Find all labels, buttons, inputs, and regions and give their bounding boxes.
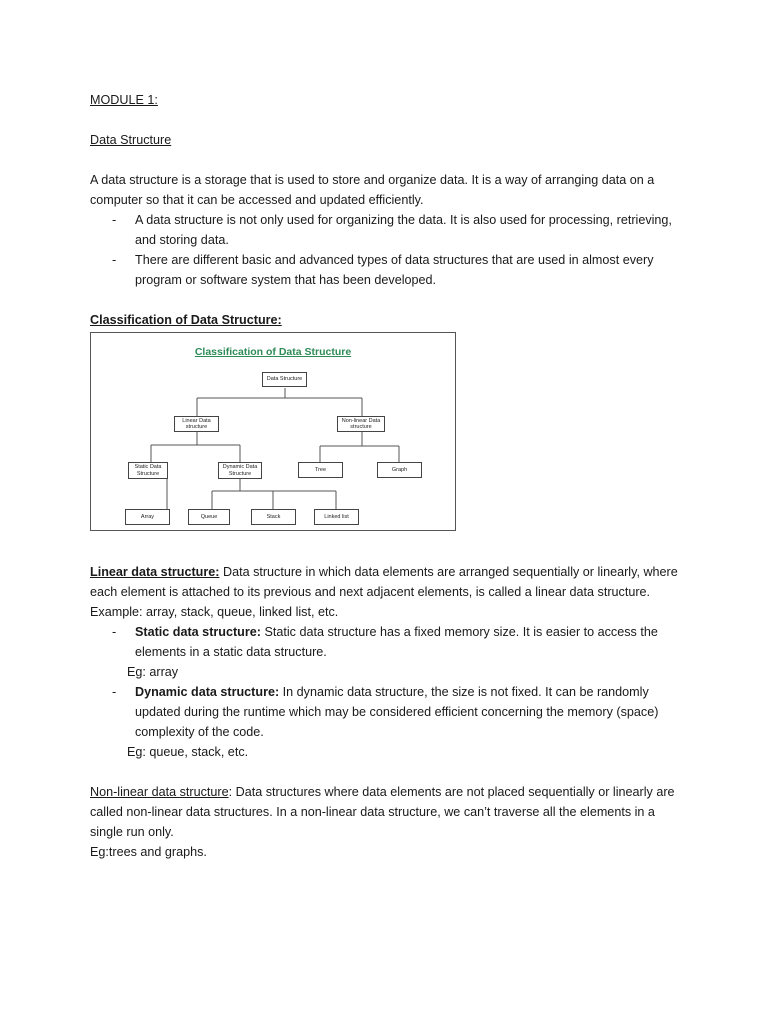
dynamic-term: Dynamic data structure: [135, 685, 280, 699]
nonlinear-text: : Data structures where data elements are not placed sequentially or linearly are called non-linear data structures. In a non-linear data structure, we can’t traverse all the elements in a single run only. [90, 785, 675, 839]
node-static: Static Data Structure [128, 462, 168, 479]
bullet-dash: - [112, 253, 117, 267]
node-graph: Graph [377, 462, 422, 478]
static-term: Static data structure: [135, 625, 261, 639]
bullet-text: There are different basic and advanced types of data structures that are used in almost every program or software system that has been developed. [135, 253, 654, 287]
dynamic-example: Eg: queue, stack, etc. [127, 745, 249, 759]
diagram-connectors [91, 333, 457, 532]
diagram-title: Classification of Data Structure [194, 346, 352, 358]
node-stack: Stack [251, 509, 296, 525]
bullet-dash: - [112, 625, 117, 639]
node-data-structure: Data Structure [262, 372, 307, 387]
module-title: MODULE 1: [90, 93, 158, 107]
classification-diagram [90, 332, 456, 531]
data-structure-heading: Data Structure [90, 133, 172, 147]
bullet-item [90, 210, 690, 250]
node-nonlinear: Non-linear Data structure [337, 416, 385, 432]
node-linear: Linear Data structure [174, 416, 219, 432]
bullet-dash: - [112, 213, 117, 227]
bullet-item [90, 250, 690, 290]
node-linked-list: Linked list [314, 509, 359, 525]
node-array: Array [125, 509, 170, 525]
node-queue: Queue [188, 509, 230, 525]
linear-example: Example: array, stack, queue, linked list, etc. [90, 605, 339, 619]
bullet-item [90, 682, 690, 742]
classification-heading: Classification of Data Structure: [90, 313, 282, 327]
nonlinear-example: Eg:trees and graphs. [90, 845, 207, 859]
bullet-text: A data structure is not only used for organizing the data. It is also used for processing, retrieving, and storing data. [135, 213, 672, 247]
linear-paragraph [90, 562, 690, 602]
linear-term: Linear data structure: [90, 565, 220, 579]
static-example: Eg: array [127, 665, 179, 679]
static-text: Static data structure has a fixed memory size. It is easier to access the elements in a static data structure. [135, 625, 658, 659]
node-dynamic: Dynamic Data Structure [218, 462, 262, 479]
node-tree: Tree [298, 462, 343, 478]
intro-paragraph: A data structure is a storage that is used to store and organize data. It is a way of arranging data on a computer so that it can be accessed and updated efficiently. [90, 173, 655, 207]
linear-text: Data structure in which data elements are arranged sequentially or linearly, where each element is attached to its previous and next adjacent elements, is called a linear data structure. [90, 565, 678, 599]
dynamic-text: In dynamic data structure, the size is not fixed. It can be randomly updated during the runtime which may be considered efficient concerning the memory (space) complexity of the code. [135, 685, 659, 739]
nonlinear-paragraph [90, 782, 690, 842]
bullet-dash: - [112, 685, 117, 699]
bullet-item [90, 622, 690, 662]
nonlinear-term: Non-linear data structure [90, 785, 229, 799]
